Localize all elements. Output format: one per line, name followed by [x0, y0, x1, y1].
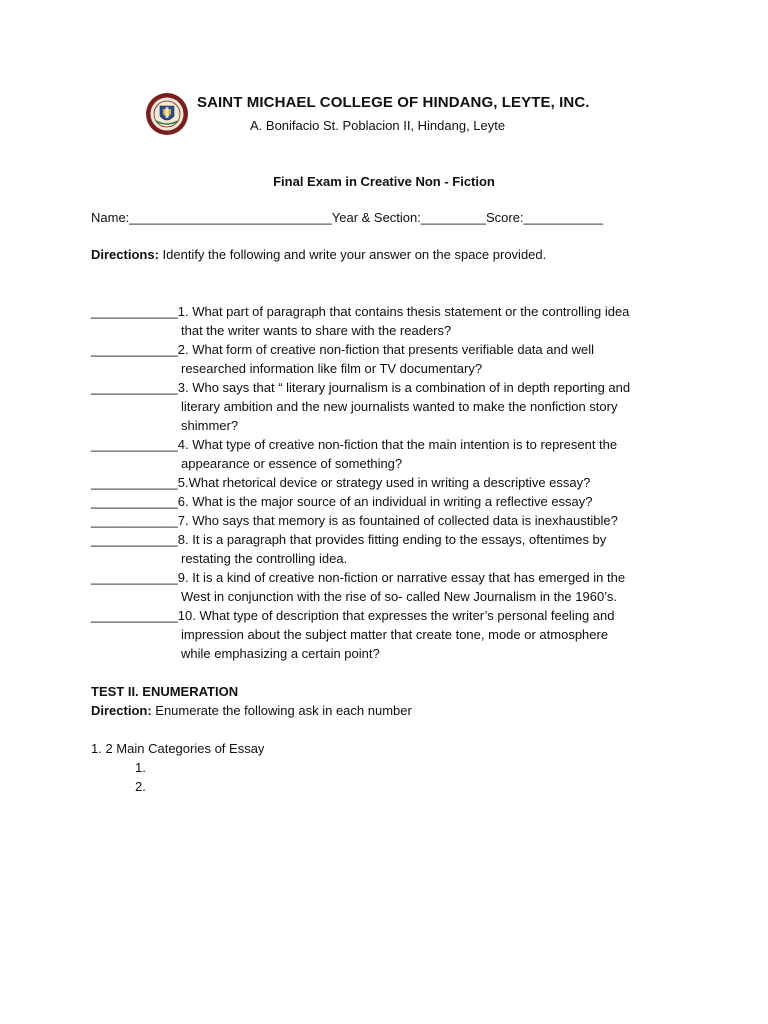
enumeration-item: 1. 2 Main Categories of Essay [91, 741, 265, 756]
question-text: that the writer wants to share with the readers? [181, 323, 452, 338]
answer-blank[interactable]: ____________ [91, 532, 178, 547]
question-text: shimmer? [181, 418, 239, 433]
question-text: 7. Who says that memory is as fountained of collected data is inexhaustible? [177, 513, 618, 528]
question-text: 4. What type of creative non-fiction that the main intention is to represent the [177, 437, 618, 452]
question-item [91, 568, 691, 606]
answer-blank[interactable]: ____________ [91, 304, 178, 319]
question-text: appearance or essence of something? [181, 456, 403, 471]
school-seal-icon [145, 92, 189, 136]
question-text: 1. What part of paragraph that contains thesis statement or the controlling idea [177, 304, 630, 319]
name-blank[interactable]: ____________________________ [129, 210, 332, 225]
question-text: 2. What form of creative non-fiction that presents verifiable data and well [177, 342, 594, 357]
answer-blank[interactable]: ____________ [91, 513, 178, 528]
direction-text: Enumerate the following ask in each number [151, 703, 412, 718]
question-text: 9. It is a kind of creative non-fiction or narrative essay that has emerged in the [177, 570, 626, 585]
question-text: researched information like film or TV documentary? [181, 361, 483, 376]
directions-label: Directions: [91, 247, 159, 262]
directions [91, 247, 546, 262]
question-item [91, 378, 691, 435]
test-two-section [91, 682, 412, 720]
student-info-line [91, 210, 603, 225]
school-name: SAINT MICHAEL COLLEGE OF HINDANG, LEYTE, INC. [197, 94, 590, 111]
question-item [91, 492, 691, 511]
answer-blank[interactable]: ____________ [91, 608, 178, 623]
answer-blank[interactable]: ____________ [91, 475, 178, 490]
score-label: Score: [485, 210, 524, 225]
test-two-direction [91, 701, 412, 720]
question-item [91, 530, 691, 568]
school-header [145, 90, 665, 140]
question-item [91, 473, 691, 492]
year-section-label: Year & Section: [331, 210, 421, 225]
year-section-blank[interactable]: _________ [420, 210, 486, 225]
question-text: 5.What rhetorical device or strategy used in writing a descriptive essay? [177, 475, 591, 490]
direction-label: Direction: [91, 703, 152, 718]
question-text: restating the controlling idea. [181, 551, 348, 566]
question-text: literary ambition and the new journalists wanted to make the nonfiction story [181, 399, 618, 414]
question-text: West in conjunction with the rise of so- called New Journalism in the 1960’s. [181, 589, 617, 604]
question-item [91, 606, 691, 663]
question-text: while emphasizing a certain point? [181, 646, 380, 661]
enumeration-answer-1[interactable]: 1. [135, 760, 146, 775]
question-text: 3. Who says that “ literary journalism is a combination of in depth reporting and [177, 380, 631, 395]
question-text: 8. It is a paragraph that provides fitting ending to the essays, oftentimes by [177, 532, 607, 547]
answer-blank[interactable]: ____________ [91, 380, 178, 395]
test-two-title: TEST II. ENUMERATION [91, 684, 239, 699]
question-item [91, 302, 691, 340]
directions-text: Identify the following and write your answer on the space provided. [158, 247, 547, 262]
name-label: Name: [91, 210, 130, 225]
answer-blank[interactable]: ____________ [91, 570, 178, 585]
question-text: 6. What is the major source of an individual in writing a reflective essay? [177, 494, 593, 509]
answer-blank[interactable]: ____________ [91, 437, 178, 452]
question-text: impression about the subject matter that create tone, mode or atmosphere [181, 627, 609, 642]
enumeration-list [91, 739, 264, 796]
answer-blank[interactable]: ____________ [91, 494, 178, 509]
question-list [91, 302, 691, 663]
question-item [91, 340, 691, 378]
exam-title: Final Exam in Creative Non - Fiction [273, 174, 495, 189]
question-item [91, 435, 691, 473]
school-address: A. Bonifacio St. Poblacion II, Hindang, Leyte [250, 118, 506, 133]
question-text: 10. What type of description that expresses the writer’s personal feeling and [177, 608, 615, 623]
answer-blank[interactable]: ____________ [91, 342, 178, 357]
question-item [91, 511, 691, 530]
enumeration-answer-2[interactable]: 2. [135, 779, 146, 794]
score-blank[interactable]: ___________ [523, 210, 604, 225]
